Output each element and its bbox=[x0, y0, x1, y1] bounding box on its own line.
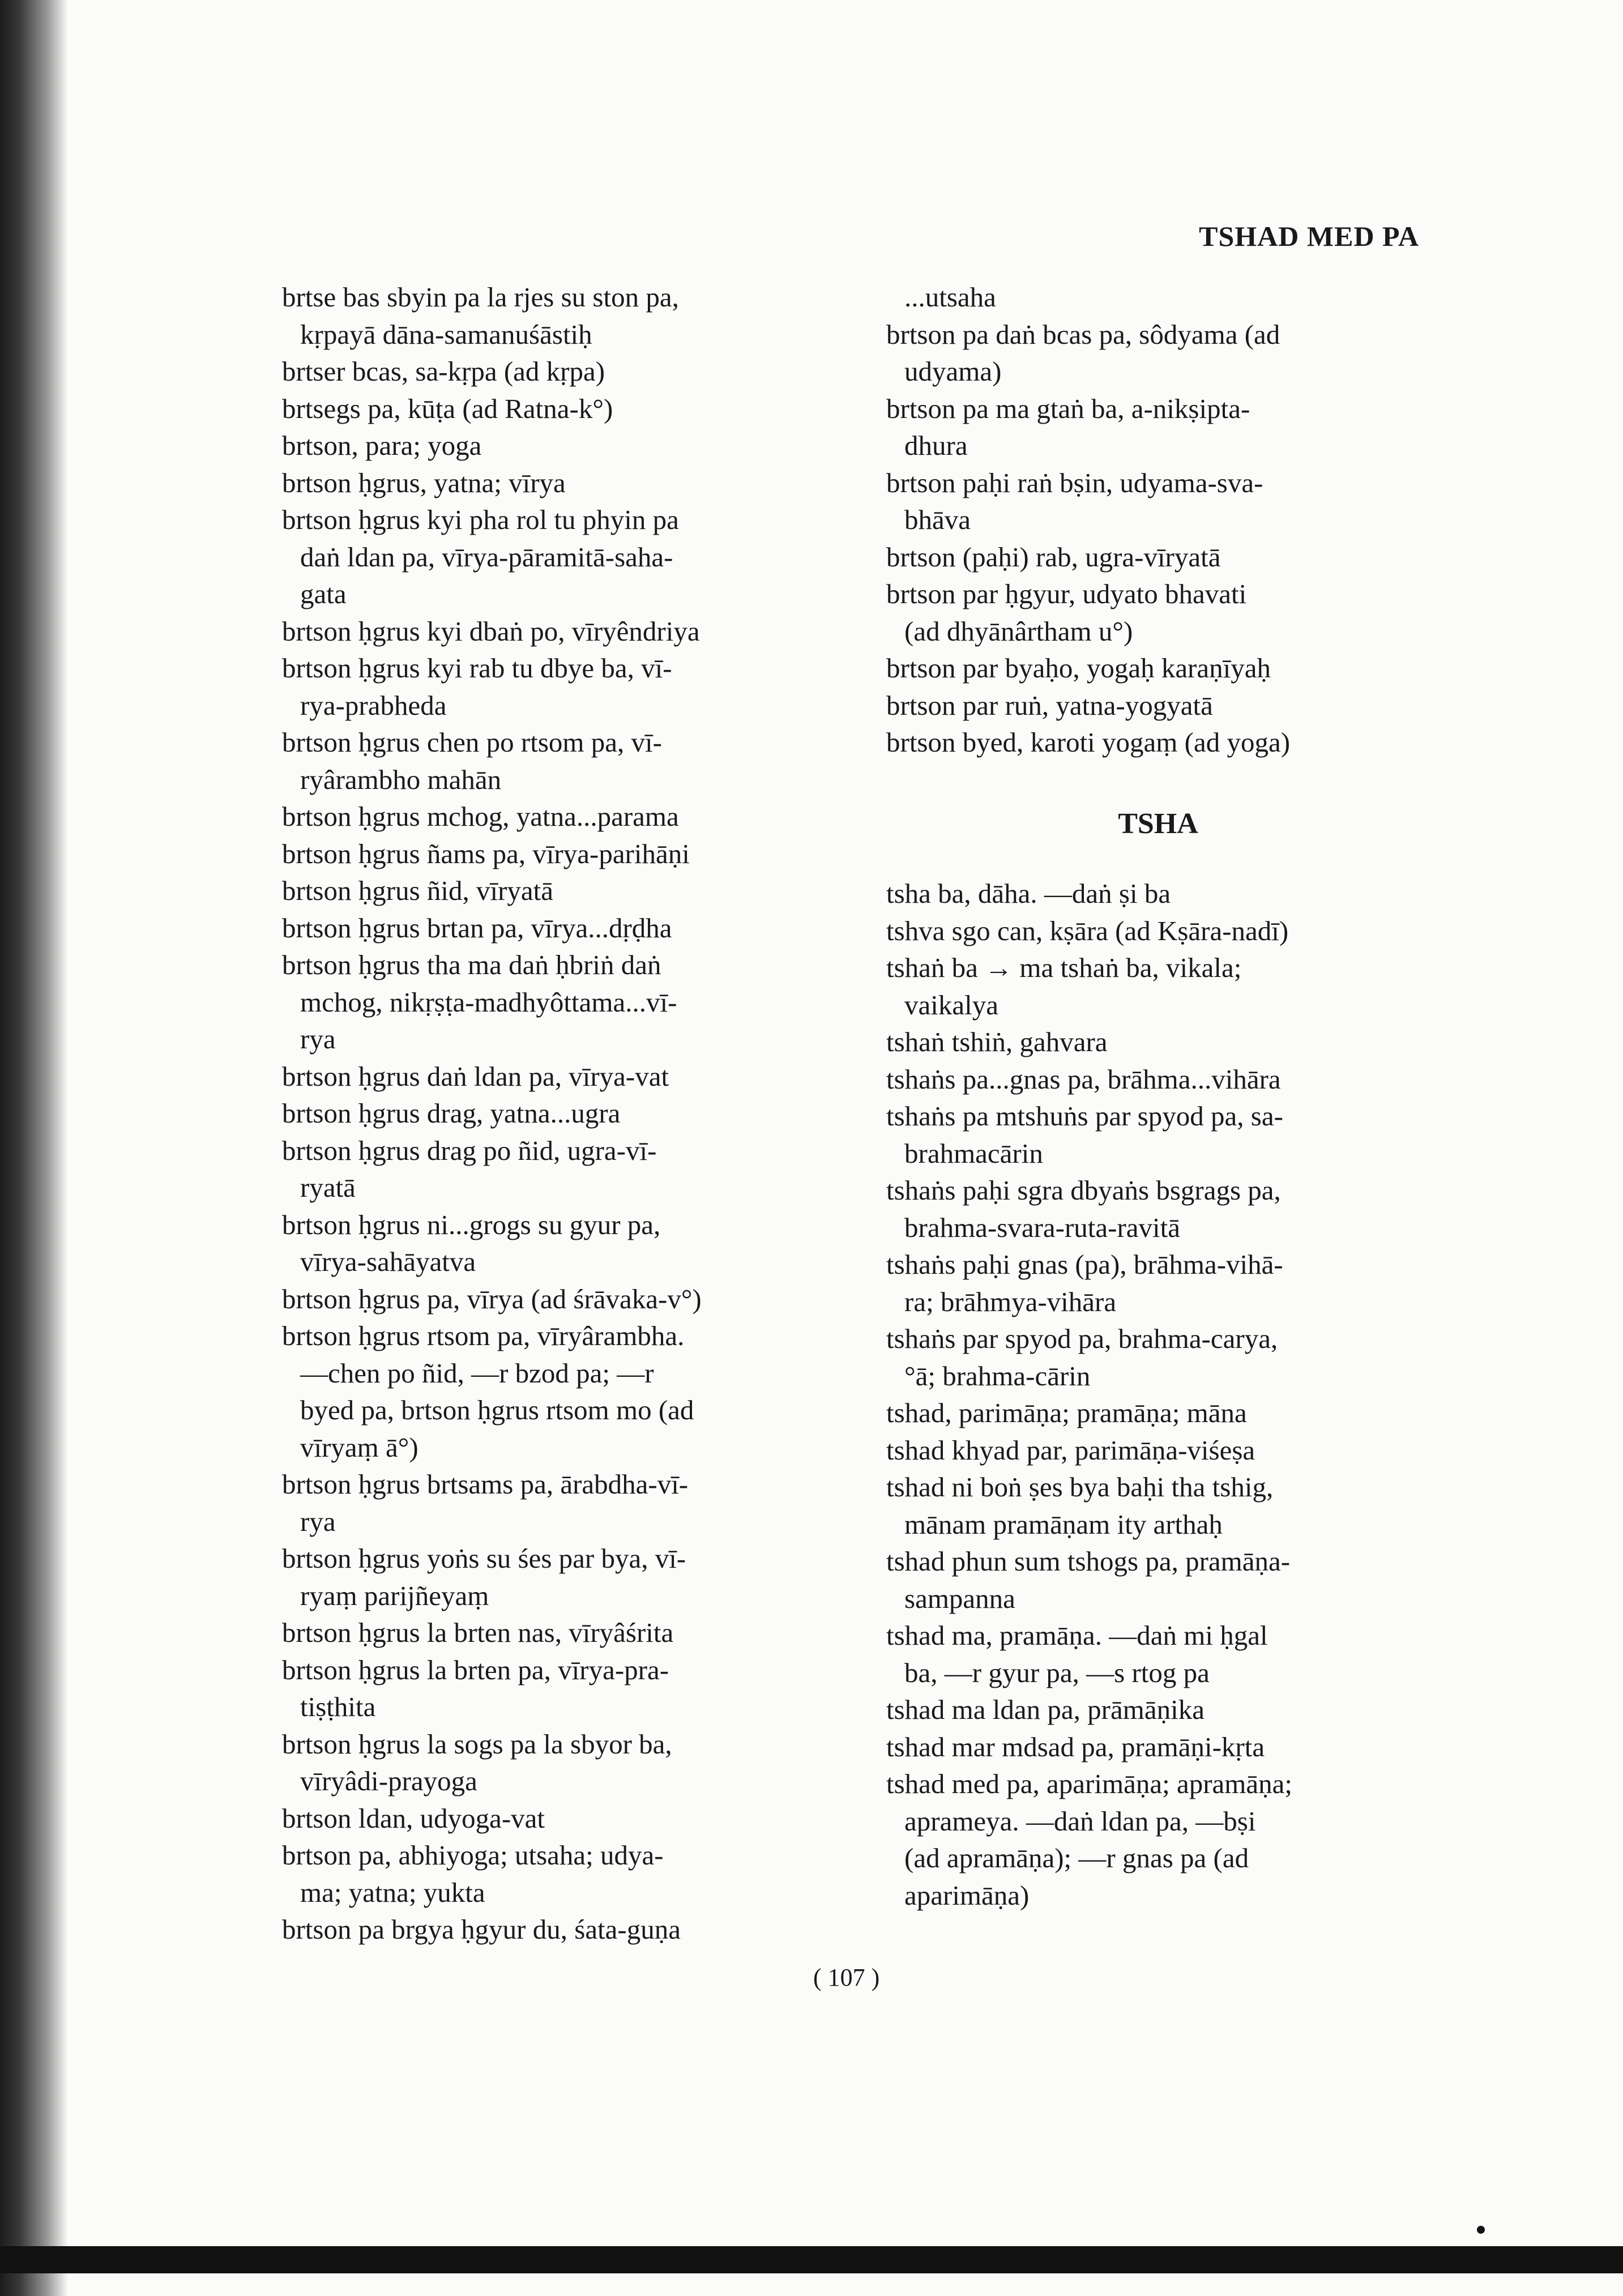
entry-line: °ā; brahma-cārin bbox=[904, 1360, 1091, 1392]
entry-line: brtson ḥgrus rtsom pa, vīryârambha. bbox=[282, 1320, 685, 1351]
entry-line: tshad mar mdsad pa, pramāṇi-kṛta bbox=[886, 1731, 1265, 1762]
entry-line: byed pa, brtson ḥgrus rtsom mo (ad bbox=[300, 1394, 694, 1426]
entry-line: tshad, parimāṇa; pramāṇa; māna bbox=[886, 1397, 1247, 1428]
entry-line: brtson, para; yoga bbox=[282, 430, 482, 461]
scan-speck bbox=[1477, 2226, 1485, 2234]
entry-line: brtson ḥgrus ñams pa, vīrya-parihāṇi bbox=[282, 838, 690, 869]
entry-line: tsha ba, dāha. —daṅ ṣi ba bbox=[886, 878, 1171, 909]
entry-line: bhāva bbox=[904, 504, 971, 535]
entry-line: udyama) bbox=[904, 356, 1002, 387]
entry-line: brtson ḥgrus, yatna; vīrya bbox=[282, 467, 566, 498]
entry-line: brahma-svara-ruta-ravitā bbox=[904, 1211, 1180, 1243]
entry-line: aparimāṇa) bbox=[904, 1879, 1030, 1911]
entry-line: —chen po ñid, —r bzod pa; —r bbox=[300, 1357, 654, 1389]
right-column-entries-bottom bbox=[886, 875, 1430, 1914]
entry-line: brtson ḥgrus la sogs pa la sbyor ba, bbox=[282, 1728, 672, 1760]
entry-line: rya bbox=[300, 1023, 336, 1055]
entry-line: ba, —r gyur pa, —s rtog pa bbox=[904, 1657, 1210, 1688]
entry-line: tshaṅs paḥi sgra dbyaṅs bsgrags pa, bbox=[886, 1175, 1281, 1206]
entry-line: tshad ni boṅ ṣes bya baḥi tha tshig, bbox=[886, 1471, 1274, 1503]
running-header: TSHAD MED PA bbox=[1199, 220, 1419, 252]
entry-line: tshaṅ ba → ma tshaṅ ba, vikala; bbox=[886, 952, 1242, 983]
entry-line: brtson ḥgrus brtan pa, vīrya...dṛḍha bbox=[282, 912, 672, 944]
entry-line: brtson ḥgrus brtsams pa, ārabdha-vī- bbox=[282, 1469, 689, 1500]
section-heading: TSHA bbox=[1118, 807, 1198, 840]
entry-line: tshad phun sum tshogs pa, pramāṇa- bbox=[886, 1546, 1291, 1577]
entry-line: brtson ldan, udyoga-vat bbox=[282, 1802, 545, 1834]
entry-line: tshaṅs pa mtshuṅs par spyod pa, sa- bbox=[886, 1100, 1283, 1132]
entry-line: ...utsaha bbox=[904, 281, 996, 313]
entry-line: rya bbox=[300, 1505, 336, 1537]
entry-line: kṛpayā dāna-samanuśāstiḥ bbox=[300, 318, 592, 350]
entry-line: tshad med pa, aparimāṇa; apramāṇa; bbox=[886, 1768, 1292, 1799]
entry-line: brtson ḥgrus la brten pa, vīrya-pra- bbox=[282, 1654, 669, 1685]
right-column-entries-top bbox=[886, 279, 1430, 761]
entry-line: tshad ma, pramāṇa. —daṅ mi ḥgal bbox=[886, 1620, 1268, 1651]
entry-line: ryaṃ parijñeyaṃ bbox=[300, 1580, 489, 1611]
entry-line: aprameya. —daṅ ldan pa, —bṣi bbox=[904, 1805, 1256, 1837]
entry-line: tshaṅs par spyod pa, brahma-carya, bbox=[886, 1323, 1278, 1354]
entry-line: brtson ḥgrus kyi pha rol tu phyin pa bbox=[282, 504, 679, 535]
entry-line: mānam pramāṇam ity arthaḥ bbox=[904, 1508, 1223, 1540]
entry-line: ma; yatna; yukta bbox=[300, 1876, 485, 1908]
entry-line: brtsegs pa, kūṭa (ad Ratna-k°) bbox=[282, 392, 613, 424]
entry-line: brtson ḥgrus ni...grogs su gyur pa, bbox=[282, 1209, 661, 1240]
left-column bbox=[282, 279, 826, 1948]
entry-line: tshaṅ tshiṅ, gahvara bbox=[886, 1026, 1108, 1057]
entry-line: brtson ḥgrus kyi dbaṅ po, vīryêndriya bbox=[282, 615, 700, 647]
entry-line: brtson par ruṅ, yatna-yogyatā bbox=[886, 689, 1213, 721]
entry-line: tshaṅs pa...gnas pa, brāhma...vihāra bbox=[886, 1063, 1281, 1095]
entry-line: tiṣṭhita bbox=[300, 1691, 376, 1722]
entry-line: ryârambho mahān bbox=[300, 763, 502, 795]
entry-line: daṅ ldan pa, vīrya-pāramitā-saha- bbox=[300, 541, 673, 573]
entry-line: brtson pa daṅ bcas pa, sôdyama (ad bbox=[886, 318, 1280, 350]
entry-line: brtson ḥgrus kyi rab tu dbye ba, vī- bbox=[282, 652, 672, 684]
entry-line: vīryaṃ ā°) bbox=[300, 1431, 418, 1463]
entry-line: brtson byed, karoti yogaṃ (ad yoga) bbox=[886, 727, 1291, 758]
entry-line: brtson ḥgrus ñid, vīryatā bbox=[282, 875, 554, 906]
entry-line: brtson ḥgrus mchog, yatna...parama bbox=[282, 801, 679, 832]
entry-line: brtson pa ma gtaṅ ba, a-nikṣipta- bbox=[886, 392, 1250, 424]
entry-line: vīryâdi-prayoga bbox=[300, 1765, 477, 1796]
entry-line: brtson ḥgrus chen po rtsom pa, vī- bbox=[282, 727, 662, 758]
right-column bbox=[886, 279, 1430, 1914]
book-spine-gradient bbox=[0, 0, 68, 2296]
entry-line: sampanna bbox=[904, 1582, 1015, 1614]
entry-line: brtson par byaḥo, yogaḥ karaṇīyaḥ bbox=[886, 652, 1271, 684]
entry-line: brtson ḥgrus daṅ ldan pa, vīrya-vat bbox=[282, 1060, 669, 1092]
entry-line: brahmacārin bbox=[904, 1137, 1043, 1169]
entry-line: brtson pa brgya ḥgyur du, śata-guṇa bbox=[282, 1914, 681, 1945]
entry-line: brtse bas sbyin pa la rjes su ston pa, bbox=[282, 281, 679, 313]
entry-line: dhura bbox=[904, 430, 968, 461]
scan-bottom-edge bbox=[0, 2246, 1623, 2273]
entry-line: tshaṅs paḥi gnas (pa), brāhma-vihā- bbox=[886, 1249, 1283, 1280]
entry-line: vaikalya bbox=[904, 989, 998, 1021]
entry-line: ryatā bbox=[300, 1172, 356, 1203]
entry-line: brtson ḥgrus drag, yatna...ugra bbox=[282, 1098, 621, 1129]
entry-line: vīrya-sahāyatva bbox=[300, 1246, 476, 1277]
entry-line: brtson paḥi raṅ bṣin, udyama-sva- bbox=[886, 467, 1263, 498]
entry-line: brtson pa, abhiyoga; utsaha; udya- bbox=[282, 1840, 664, 1871]
entry-line: gata bbox=[300, 578, 347, 609]
entry-line: brtson ḥgrus pa, vīrya (ad śrāvaka-v°) bbox=[282, 1283, 702, 1315]
entry-line: mchog, nikṛṣṭa-madhyôttama...vī- bbox=[300, 986, 677, 1018]
entry-line: brtson (paḥi) rab, ugra-vīryatā bbox=[886, 541, 1221, 573]
entry-line: brtser bcas, sa-kṛpa (ad kṛpa) bbox=[282, 356, 605, 387]
entry-line: brtson ḥgrus la brten nas, vīryâśrita bbox=[282, 1617, 674, 1648]
page-number: ( 107 ) bbox=[813, 1964, 880, 1991]
entry-line: rya-prabheda bbox=[300, 689, 447, 721]
entry-line: tshad ma ldan pa, prāmāṇika bbox=[886, 1694, 1205, 1725]
entry-line: ra; brāhmya-vihāra bbox=[904, 1286, 1117, 1317]
entry-line: brtson ḥgrus yoṅs su śes par bya, vī- bbox=[282, 1543, 686, 1574]
entry-line: brtson ḥgrus drag po ñid, ugra-vī- bbox=[282, 1134, 657, 1166]
entry-line: tshad khyad par, parimāṇa-viśeṣa bbox=[886, 1434, 1255, 1466]
entry-line: (ad dhyānârtham u°) bbox=[904, 615, 1133, 647]
entry-line: brtson par ḥgyur, udyato bhavati bbox=[886, 578, 1247, 609]
entry-line: tshva sgo can, kṣāra (ad Kṣāra-nadī) bbox=[886, 915, 1289, 946]
entry-line: brtson ḥgrus tha ma daṅ ḥbriṅ daṅ bbox=[282, 949, 661, 980]
entry-line: (ad apramāṇa); —r gnas pa (ad bbox=[904, 1842, 1249, 1873]
